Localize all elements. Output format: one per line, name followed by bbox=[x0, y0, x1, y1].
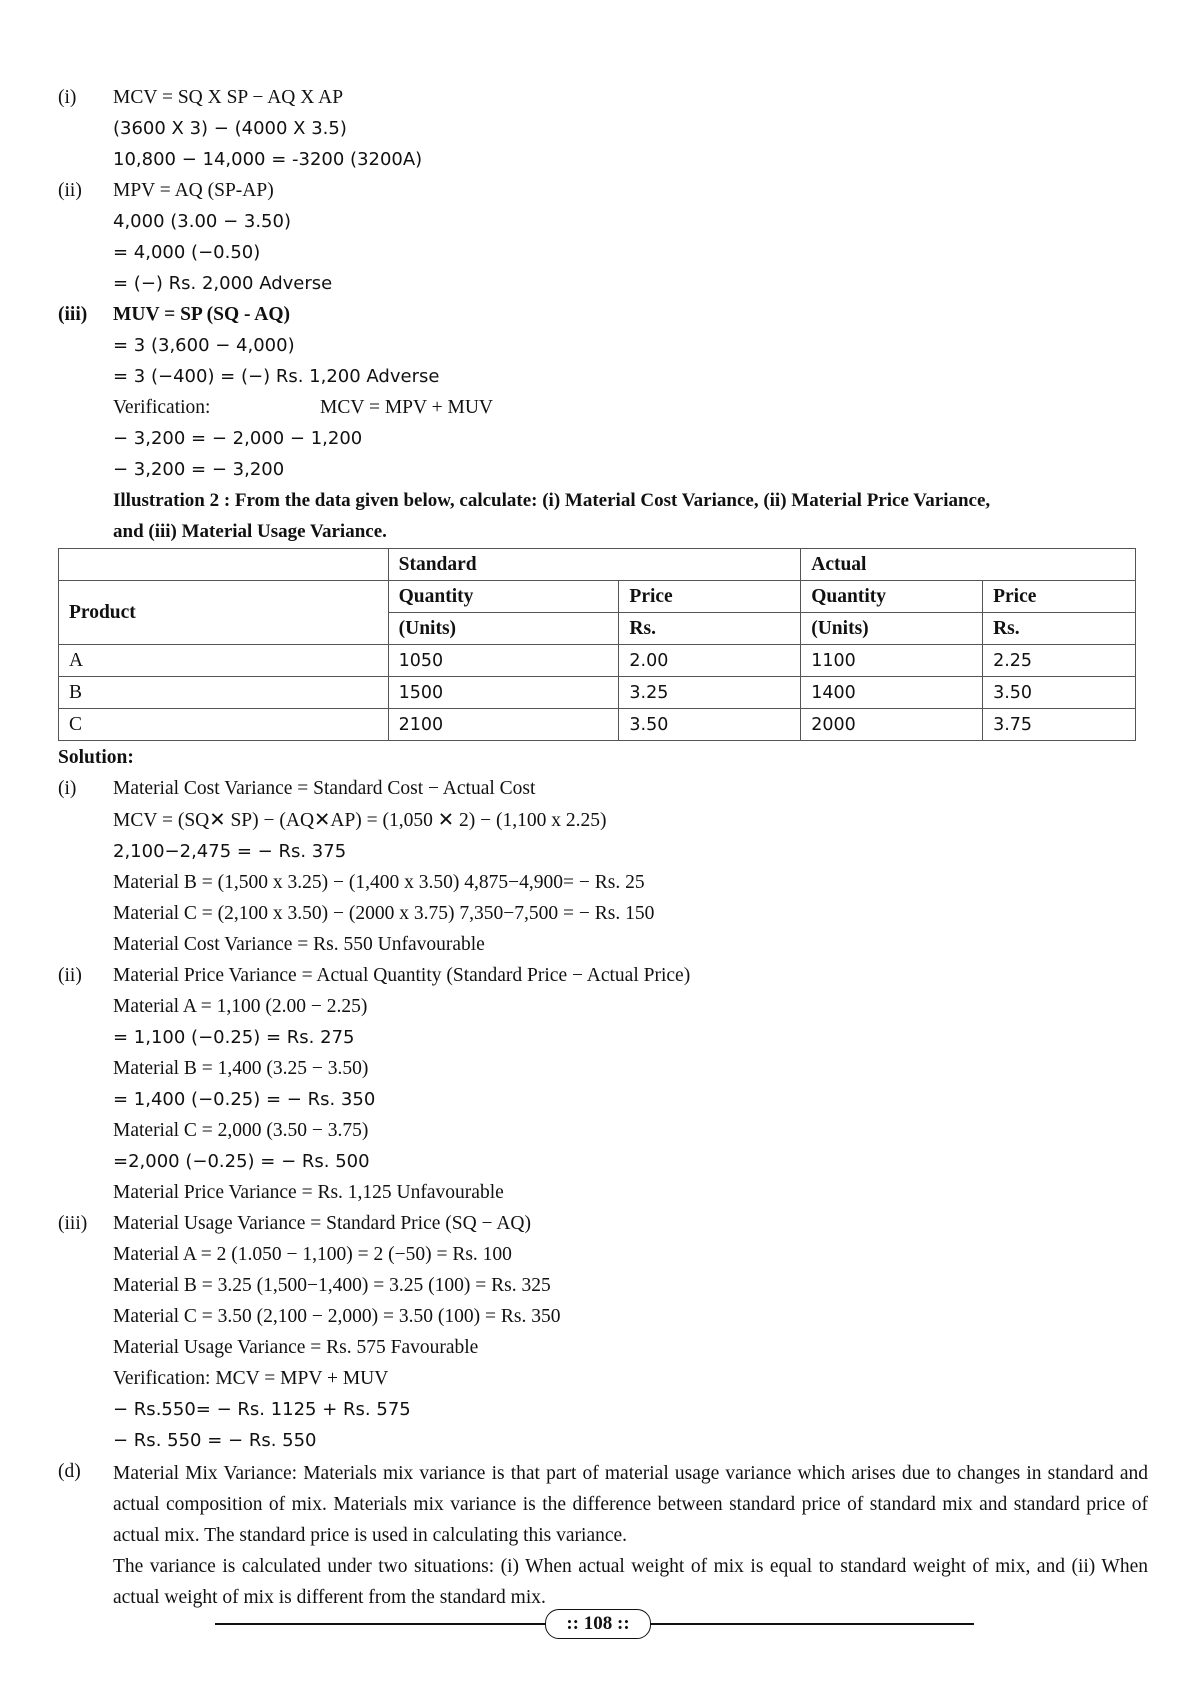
calculation-line: − Rs. 550 = − Rs. 550 bbox=[113, 1430, 317, 1451]
calculation-line: =2,000 (−0.25) = − Rs. 500 bbox=[113, 1151, 370, 1172]
table-header-row bbox=[59, 549, 1136, 581]
calculation-line: = (−) Rs. 2,000 Adverse bbox=[113, 273, 333, 294]
calculation-line: = 4,000 (−0.50) bbox=[113, 242, 261, 263]
list-marker: (ii) bbox=[58, 180, 82, 201]
calculation-line: Material B = (1,500 x 3.25) − (1,400 x 3.50) 4,875−4,900= − Rs. 25 bbox=[113, 872, 645, 893]
material-data-table bbox=[58, 548, 1136, 741]
list-marker: (iii) bbox=[58, 304, 88, 325]
calculation-line: 10,800 − 14,000 = -3200 (3200A) bbox=[113, 149, 423, 170]
calculation-line: Material Cost Variance = Rs. 550 Unfavourable bbox=[113, 934, 485, 955]
act-price-cell: 3.50 bbox=[983, 677, 1136, 709]
list-marker: (i) bbox=[58, 87, 77, 108]
calculation-line: 4,000 (3.00 − 3.50) bbox=[113, 211, 291, 232]
price-header: Price bbox=[983, 581, 1136, 613]
calculation-line: 2,100−2,475 = − Rs. 375 bbox=[113, 841, 347, 862]
list-marker: (ii) bbox=[58, 965, 82, 986]
act-qty-cell: 2000 bbox=[801, 709, 983, 741]
table-row bbox=[59, 709, 1136, 741]
std-qty-cell: 2100 bbox=[388, 709, 619, 741]
product-cell: B bbox=[59, 677, 389, 709]
calculation-line: Material Usage Variance = Rs. 575 Favourable bbox=[113, 1337, 479, 1358]
act-qty-cell: 1400 bbox=[801, 677, 983, 709]
std-qty-cell: 1500 bbox=[388, 677, 619, 709]
act-price-cell: 3.75 bbox=[983, 709, 1136, 741]
calculation-line: Material A = 2 (1.050 − 1,100) = 2 (−50) = Rs. 100 bbox=[113, 1244, 512, 1265]
verification-formula: MCV = MPV + MUV bbox=[320, 397, 493, 418]
std-price-cell: 2.00 bbox=[619, 645, 801, 677]
units-header: (Units) bbox=[388, 613, 619, 645]
mix-variance-paragraph: The variance is calculated under two situations: (i) When actual weight of mix is equal to standard weight of mix, and (ii) When actual weight of mix is different from the standard mix. bbox=[113, 1556, 1148, 1608]
footer-rule-left bbox=[215, 1623, 545, 1625]
product-cell: C bbox=[59, 709, 389, 741]
std-price-cell: 3.50 bbox=[619, 709, 801, 741]
calculation-line: Material B = 1,400 (3.25 − 3.50) bbox=[113, 1058, 369, 1079]
calculation-line: (3600 X 3) − (4000 X 3.5) bbox=[113, 118, 347, 139]
list-marker: (i) bbox=[58, 778, 77, 799]
verification-line: − 3,200 = − 3,200 bbox=[113, 459, 285, 480]
quantity-header: Quantity bbox=[388, 581, 619, 613]
calculation-line: Verification: MCV = MPV + MUV bbox=[113, 1368, 389, 1389]
actual-header: Actual bbox=[801, 549, 1136, 581]
calculation-line: = 3 (−400) = (−) Rs. 1,200 Adverse bbox=[113, 366, 440, 387]
std-price-cell: 3.25 bbox=[619, 677, 801, 709]
calculation-line: = 1,400 (−0.25) = − Rs. 350 bbox=[113, 1089, 376, 1110]
table-header-row bbox=[59, 581, 1136, 613]
rs-header: Rs. bbox=[619, 613, 801, 645]
standard-header: Standard bbox=[388, 549, 801, 581]
act-price-cell: 2.25 bbox=[983, 645, 1136, 677]
quantity-header: Quantity bbox=[801, 581, 983, 613]
mix-variance-paragraph: Material Mix Variance: Materials mix variance is that part of material usage variance which arises due to changes in standard and actual composition of mix. Materials mix variance is the difference between standard price of standard mix and standard price of actual mix. The standard price is used in calculating this variance. bbox=[113, 1463, 1148, 1546]
calculation-line: Material B = 3.25 (1,500−1,400) = 3.25 (100) = Rs. 325 bbox=[113, 1275, 551, 1296]
list-marker: (iii) bbox=[58, 1213, 88, 1234]
price-header: Price bbox=[619, 581, 801, 613]
calculation-line: Material C = 2,000 (3.50 − 3.75) bbox=[113, 1120, 369, 1141]
list-marker: (d) bbox=[58, 1461, 81, 1482]
table-row bbox=[59, 645, 1136, 677]
verification-line: − 3,200 = − 2,000 − 1,200 bbox=[113, 428, 363, 449]
calculation-line: Material C = (2,100 x 3.50) − (2000 x 3.75) 7,350−7,500 = − Rs. 150 bbox=[113, 903, 655, 924]
calculation-line: = 3 (3,600 − 4,000) bbox=[113, 335, 295, 356]
calculation-line: MCV = SQ X SP − AQ X AP bbox=[113, 87, 344, 108]
product-cell: A bbox=[59, 645, 389, 677]
rs-header: Rs. bbox=[983, 613, 1136, 645]
product-header: Product bbox=[59, 581, 389, 645]
calculation-line: Material Cost Variance = Standard Cost − Actual Cost bbox=[113, 778, 536, 799]
calculation-line: Material A = 1,100 (2.00 − 2.25) bbox=[113, 996, 368, 1017]
calculation-line: Material Usage Variance = Standard Price (SQ − AQ) bbox=[113, 1213, 532, 1234]
calculation-line: Material C = 3.50 (2,100 − 2,000) = 3.50 (100) = Rs. 350 bbox=[113, 1306, 561, 1327]
calculation-line: Material Price Variance = Rs. 1,125 Unfavourable bbox=[113, 1182, 504, 1203]
illustration-heading-cont: and (iii) Material Usage Variance. bbox=[113, 521, 387, 542]
calculation-line: MPV = AQ (SP-AP) bbox=[113, 180, 274, 201]
table-header-cell bbox=[59, 549, 389, 581]
std-qty-cell: 1050 bbox=[388, 645, 619, 677]
calculation-line: MCV = (SQ✕ SP) − (AQ✕AP) = (1,050 ✕ 2) − (1,100 x 2.25) bbox=[113, 810, 607, 831]
calculation-line: MUV = SP (SQ - AQ) bbox=[113, 304, 291, 325]
table-row bbox=[59, 677, 1136, 709]
verification-label: Verification: bbox=[113, 397, 211, 418]
page-number: :: 108 :: bbox=[545, 1609, 651, 1639]
calculation-line: Material Price Variance = Actual Quantity (Standard Price − Actual Price) bbox=[113, 965, 691, 986]
act-qty-cell: 1100 bbox=[801, 645, 983, 677]
footer-rule-right bbox=[649, 1623, 974, 1625]
solution-heading: Solution: bbox=[58, 747, 134, 768]
units-header: (Units) bbox=[801, 613, 983, 645]
calculation-line: − Rs.550= − Rs. 1125 + Rs. 575 bbox=[113, 1399, 411, 1420]
illustration-heading: Illustration 2 : From the data given below, calculate: (i) Material Cost Variance, (ii) Material Price Variance, bbox=[113, 490, 991, 511]
calculation-line: = 1,100 (−0.25) = Rs. 275 bbox=[113, 1027, 355, 1048]
